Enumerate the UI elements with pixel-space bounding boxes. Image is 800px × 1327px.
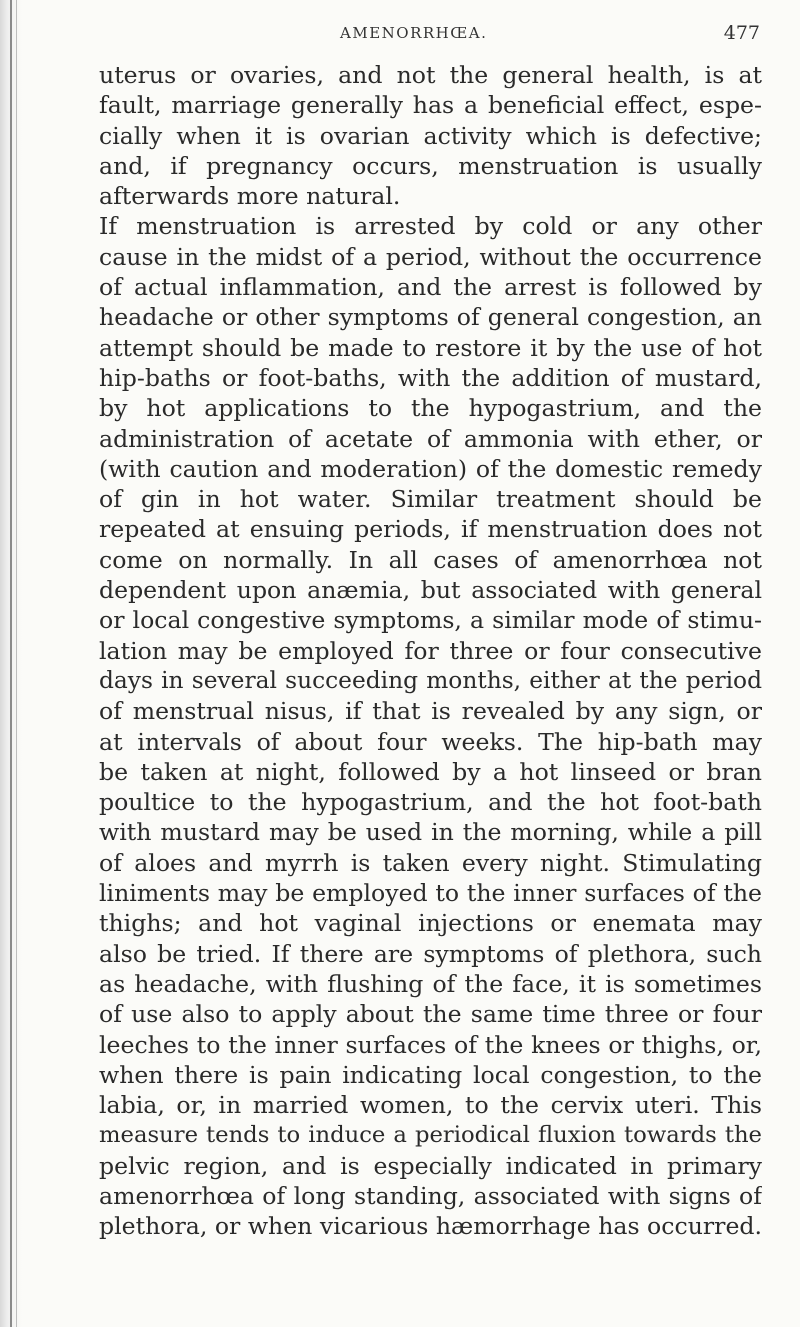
text-line: with mustard may be used in the morning, while a pill xyxy=(99,818,762,847)
text-line: and, if pregnancy occurs, menstruation is usually xyxy=(99,151,762,180)
text-line: afterwards more natural. xyxy=(99,182,401,211)
text-line: headache or other symptoms of general congestion, an xyxy=(99,303,762,332)
page-number: 477 xyxy=(723,22,760,44)
body-text xyxy=(99,60,762,1242)
running-head: AMENORRHŒA. xyxy=(340,24,488,42)
text-line: plethora, or when vicarious hæmorrhage has occurred. xyxy=(99,1212,762,1241)
text-line: If menstruation is arrested by cold or any other xyxy=(99,212,762,241)
text-line: of gin in hot water. Similar treatment should be xyxy=(99,485,762,514)
text-line: thighs; and hot vaginal injections or enemata may xyxy=(99,909,762,938)
text-line: of use also to apply about the same time three or four xyxy=(99,1000,762,1029)
text-line: of menstrual nisus, if that is revealed by any sign, or xyxy=(99,697,762,726)
text-line: as headache, with flushing of the face, it is sometimes xyxy=(99,969,762,998)
text-line: of aloes and myrrh is taken every night. Stimulating xyxy=(99,848,762,877)
text-line: days in several succeeding months, either at the period xyxy=(99,666,762,694)
binding-line-inner xyxy=(16,0,17,1327)
text-line: attempt should be made to restore it by the use of hot xyxy=(99,333,762,362)
text-line: administration of acetate of ammonia with ether, or xyxy=(99,424,762,453)
text-line: pelvic region, and is especially indicated in primary xyxy=(99,1151,762,1180)
text-line: (with caution and moderation) of the domestic remedy xyxy=(99,454,762,483)
text-line: also be tried. If there are symptoms of plethora, such xyxy=(99,939,762,968)
text-line: fault, marriage generally has a beneficial effect, espe- xyxy=(99,91,762,120)
text-line: lation may be employed for three or four consecutive xyxy=(99,636,762,665)
text-line: repeated at ensuing periods, if menstruation does not xyxy=(99,515,762,544)
text-line: liniments may be employed to the inner surfaces of the xyxy=(99,879,762,908)
text-line: hip-baths or foot-baths, with the addition of mustard, xyxy=(99,363,762,392)
text-line: by hot applications to the hypogastrium, and the xyxy=(99,394,762,423)
text-line: of actual inflammation, and the arrest is followed by xyxy=(99,273,762,302)
text-line: be taken at night, followed by a hot linseed or bran xyxy=(99,757,762,786)
binding-line xyxy=(10,0,12,1327)
text-line: labia, or, in married women, to the cervix uteri. This xyxy=(99,1091,762,1120)
text-line: cause in the midst of a period, without the occurrence xyxy=(99,242,762,271)
text-line: come on normally. In all cases of amenorrhœa not xyxy=(99,545,762,574)
text-line: or local congestive symptoms, a similar mode of stimu- xyxy=(99,606,762,635)
text-line: uterus or ovaries, and not the general health, is at xyxy=(99,61,762,89)
text-line: when there is pain indicating local congestion, to the xyxy=(99,1060,762,1089)
text-line: cially when it is ovarian activity which is defective; xyxy=(99,121,762,150)
text-line: amenorrhœa of long standing, associated with signs of xyxy=(99,1181,762,1210)
text-line: measure tends to induce a periodical fluxion towards the xyxy=(99,1122,762,1149)
text-line: dependent upon anæmia, but associated with general xyxy=(99,576,762,605)
text-line: leeches to the inner surfaces of the knees or thighs, or, xyxy=(99,1030,762,1059)
text-line: poultice to the hypogastrium, and the hot foot-bath xyxy=(99,788,762,817)
text-line: at intervals of about four weeks. The hip-bath may xyxy=(99,727,762,756)
page-header xyxy=(100,22,760,46)
